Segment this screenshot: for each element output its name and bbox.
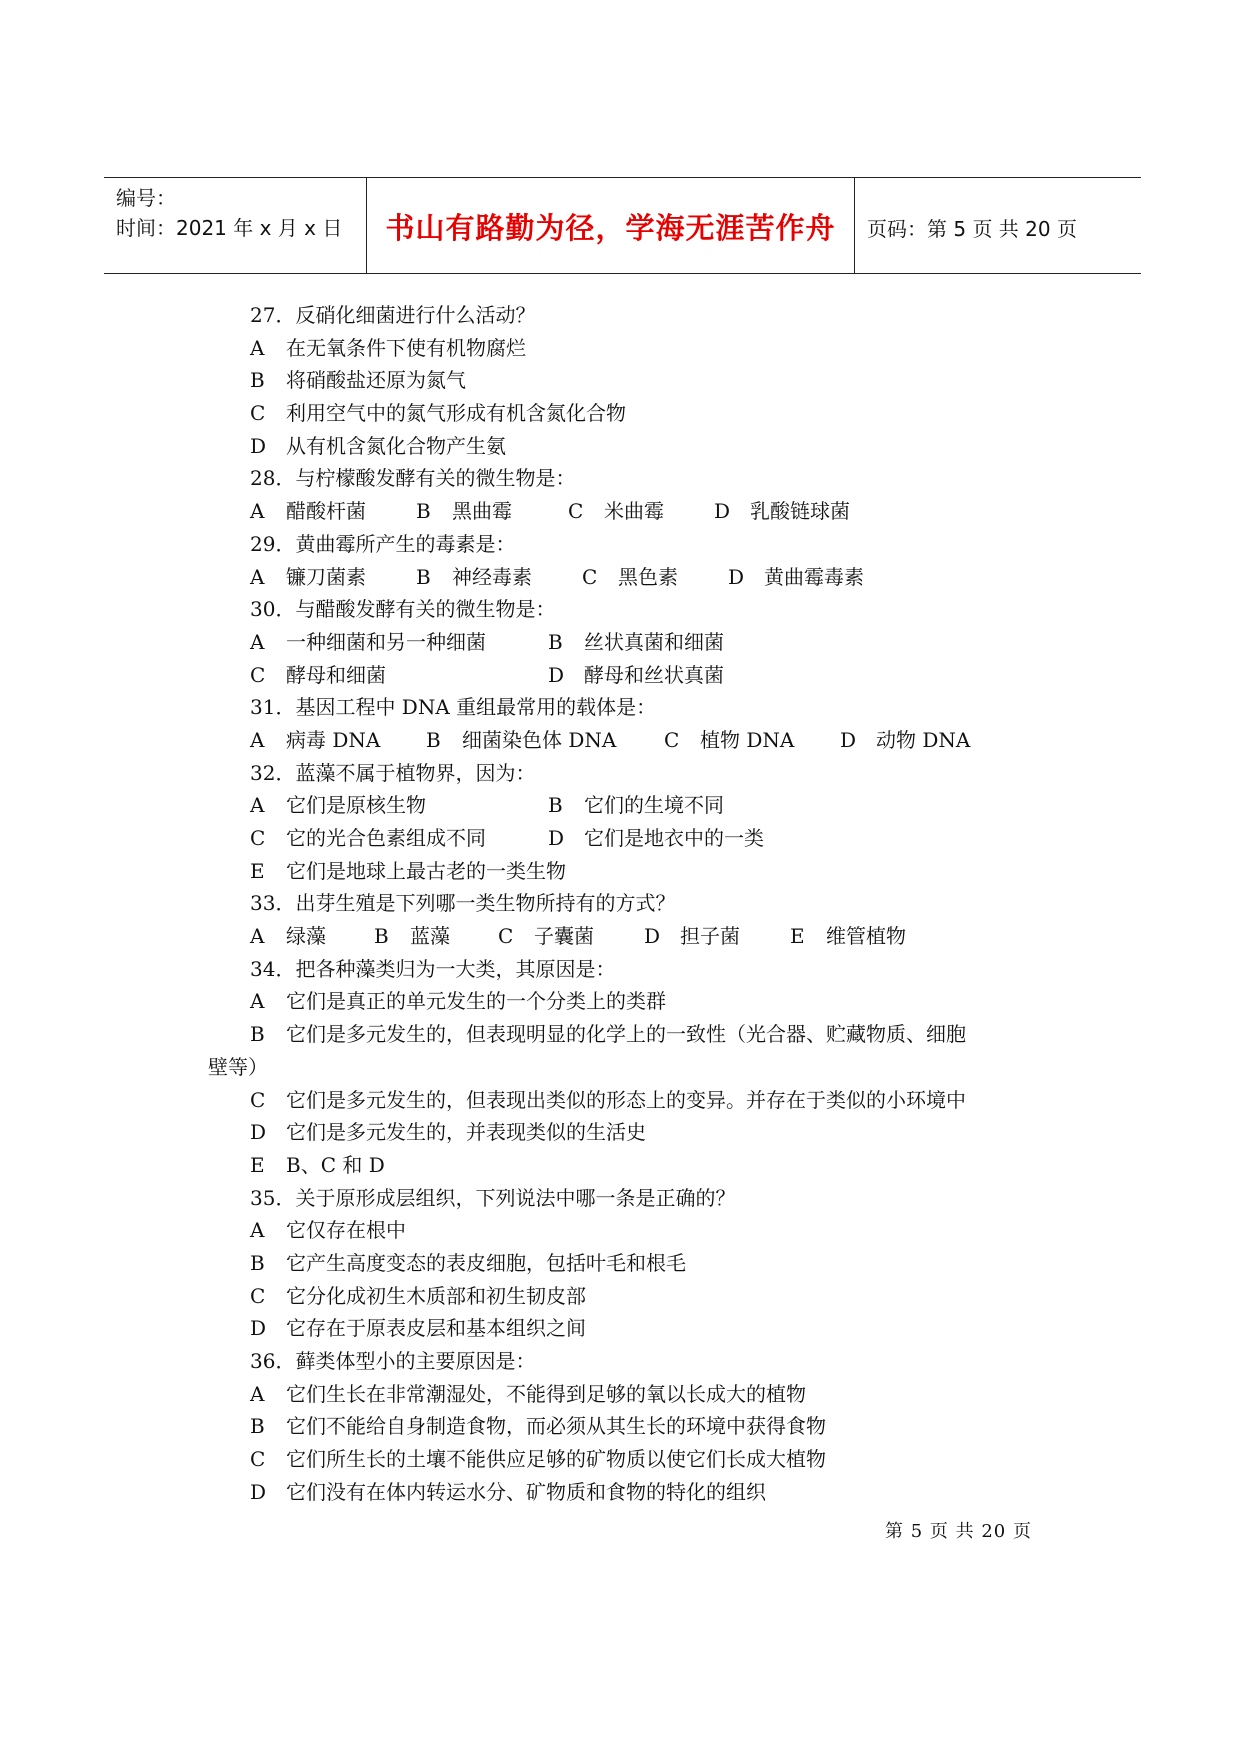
option-letter: A	[250, 629, 265, 654]
option-letter: E	[790, 924, 805, 949]
page-footer: 第 5 页 共 20 页	[885, 1521, 1032, 1542]
page-info: 页码：第 5 页 共 20 页	[867, 217, 1077, 241]
header-motto-cell	[367, 178, 855, 273]
option-row	[250, 822, 1050, 855]
option-row	[250, 364, 1050, 397]
question-stem: 35．关于原形成层组织，下列说法中哪一条是正确的？	[250, 1185, 736, 1210]
option-text: 它们是真正的单元发生的一个分类上的类群	[286, 989, 666, 1014]
option	[498, 920, 644, 953]
option-letter: C	[498, 924, 514, 949]
option-letter: C	[250, 1283, 266, 1308]
option-row	[250, 1443, 1050, 1476]
option-letter: A	[250, 1218, 265, 1243]
option-letter: B	[548, 629, 563, 654]
option-text: 它的光合色素组成不同	[286, 826, 486, 850]
option-row	[250, 495, 1050, 528]
option-text: 动物 DNA	[876, 727, 971, 752]
option	[250, 495, 416, 528]
option	[374, 920, 498, 953]
option	[548, 789, 724, 822]
option-letter: C	[250, 1087, 266, 1112]
option-letter: D	[548, 826, 565, 850]
option-text: 它们所生长的土壤不能供应足够的矿物质以使它们长成大植物	[286, 1447, 826, 1472]
motto: 书山有路勤为径，学海无涯苦作舟	[385, 211, 836, 245]
option-text: 一种细菌和另一种细菌	[286, 629, 486, 654]
option-letter: C	[582, 564, 598, 589]
option-text: 蓝藻	[410, 924, 450, 949]
time-label: 时间：2021 年 x 月 x 日	[116, 216, 343, 240]
option-letter: B	[250, 368, 265, 393]
option-letter: B	[374, 924, 389, 949]
option-letter: C	[250, 662, 266, 687]
option	[250, 1312, 586, 1345]
option	[250, 1214, 406, 1247]
option	[250, 724, 426, 757]
option-letter: A	[250, 727, 265, 752]
option-letter: C	[568, 499, 584, 524]
option-text: 将硝酸盐还原为氮气	[286, 368, 466, 393]
question-stem: 36．藓类体型小的主要原因是：	[250, 1349, 536, 1373]
option	[250, 332, 526, 365]
option-letter: D	[728, 564, 745, 589]
option	[250, 985, 666, 1018]
option-text: 它仅存在根中	[286, 1218, 406, 1243]
option-row	[250, 1410, 1050, 1443]
option-row	[250, 561, 1050, 594]
option	[250, 561, 416, 594]
option-text: 在无氧条件下使有机物腐烂	[286, 335, 526, 360]
option	[250, 659, 548, 692]
option	[664, 724, 840, 757]
option	[728, 561, 864, 594]
question-list	[208, 299, 1050, 1508]
option-text: 它们是多元发生的，但表现出类似的形态上的变异。并存在于类似的小环境中	[286, 1087, 966, 1112]
option-row	[250, 1018, 1050, 1051]
option-text: 黄曲霉毒素	[764, 564, 864, 589]
option	[250, 789, 548, 822]
option-letter: D	[250, 1316, 267, 1341]
option	[416, 495, 568, 528]
option	[548, 822, 764, 855]
option	[250, 1410, 826, 1443]
option-text: 植物 DNA	[700, 727, 795, 752]
option-text: 利用空气中的氮气形成有机含氮化合物	[286, 401, 626, 426]
option-text: 它分化成初生木质部和初生韧皮部	[286, 1283, 586, 1308]
header-page-cell	[855, 178, 1141, 273]
question-stem: 33．出芽生殖是下列哪一类生物所持有的方式？	[250, 891, 676, 916]
option-letter: A	[250, 1381, 265, 1406]
option-row	[250, 855, 1050, 888]
option-letter: B	[426, 727, 441, 752]
header-meta	[104, 178, 367, 273]
question-stem: 34．把各种藻类归为一大类，其原因是：	[250, 956, 616, 981]
question-stem: 31．基因工程中 DNA 重组最常用的载体是：	[250, 695, 657, 720]
question-stem: 30．与醋酸发酵有关的微生物是：	[250, 597, 556, 622]
option-text: 它们生长在非常潮湿处，不能得到足够的氧以长成大的植物	[286, 1381, 806, 1406]
option	[644, 920, 790, 953]
option	[548, 659, 724, 692]
option-text: 它们是多元发生的，但表现明显的化学上的一致性（光合器、贮藏物质、细胞	[286, 1022, 966, 1047]
option	[250, 1084, 966, 1117]
page-header	[104, 177, 1141, 274]
option-letter: A	[250, 564, 265, 589]
option-text: 神经毒素	[452, 564, 532, 589]
question-stem: 28．与柠檬酸发酵有关的微生物是：	[250, 466, 576, 491]
option-letter: B	[250, 1022, 265, 1047]
option	[250, 1443, 826, 1476]
option-text: 它们的生境不同	[584, 793, 724, 818]
option	[714, 495, 850, 528]
option-letter: A	[250, 989, 265, 1014]
option-text: 它们是多元发生的，并表现类似的生活史	[286, 1120, 646, 1145]
question-stem: 27．反硝化细菌进行什么活动？	[250, 303, 536, 327]
option	[250, 626, 548, 659]
option-text: 病毒 DNA	[286, 727, 381, 752]
option-text: 它们是地球上最古老的一类生物	[286, 858, 566, 883]
option	[250, 855, 566, 888]
option-row	[250, 1476, 1050, 1509]
option-text: 乳酸链球菌	[750, 499, 850, 524]
option	[250, 364, 466, 397]
option	[250, 1149, 385, 1182]
option-letter: D	[714, 499, 731, 524]
option-text: 镰刀菌素	[286, 564, 366, 589]
option-row	[250, 985, 1050, 1018]
option	[426, 724, 664, 757]
option-text: 米曲霉	[604, 499, 664, 524]
option-row	[250, 920, 1050, 953]
option-letter: B	[250, 1250, 265, 1275]
option-letter: B	[548, 793, 563, 818]
option-letter: C	[250, 1447, 266, 1472]
option-letter: B	[416, 499, 431, 524]
option-row	[250, 1378, 1050, 1411]
option-letter: D	[250, 1120, 267, 1145]
option-text: 维管植物	[826, 924, 906, 949]
option-row	[250, 659, 1050, 692]
option-continuation: 壁等）	[208, 1054, 268, 1079]
option-letter: C	[250, 401, 266, 426]
question-stem: 32．蓝藻不属于植物界，因为：	[250, 760, 536, 785]
option-text: 它存在于原表皮层和基本组织之间	[286, 1316, 586, 1341]
option	[250, 1116, 646, 1149]
option-letter: B	[416, 564, 431, 589]
option	[250, 1247, 686, 1280]
option-text: 子囊菌	[534, 924, 594, 949]
option-letter: D	[548, 662, 565, 687]
option-text: 丝状真菌和细菌	[584, 629, 724, 654]
option-letter: D	[250, 433, 267, 458]
option	[250, 1476, 766, 1509]
option-text: 酵母和细菌	[286, 662, 386, 687]
option	[250, 920, 374, 953]
option-row	[250, 1280, 1050, 1313]
option-text: 绿藻	[286, 924, 326, 949]
option-row	[250, 332, 1050, 365]
option	[582, 561, 728, 594]
option-letter: D	[644, 924, 661, 949]
option-row	[250, 789, 1050, 822]
option-text: 醋酸杆菌	[286, 499, 366, 524]
option-row	[250, 1214, 1050, 1247]
option	[250, 430, 506, 463]
option-row	[250, 430, 1050, 463]
option-letter: D	[840, 727, 857, 752]
option-row	[250, 1116, 1050, 1149]
option-row	[250, 724, 1050, 757]
option	[548, 626, 724, 659]
option-text: 它们是原核生物	[286, 793, 426, 818]
option-text: 从有机含氮化合物产生氨	[286, 433, 506, 458]
option	[250, 822, 548, 855]
option	[790, 920, 906, 953]
option	[250, 397, 626, 430]
option-row	[250, 1149, 1050, 1182]
option-row	[250, 1312, 1050, 1345]
option	[250, 1018, 966, 1051]
option-letter: A	[250, 793, 265, 818]
option-text: 它们是地衣中的一类	[584, 826, 764, 850]
number-label: 编号：	[116, 186, 176, 210]
option-text: 黑色素	[618, 564, 678, 589]
option-letter: A	[250, 924, 265, 949]
option	[250, 1280, 586, 1313]
option-letter: A	[250, 335, 265, 360]
option-letter: A	[250, 499, 265, 524]
option-text: 它们不能给自身制造食物，而必须从其生长的环境中获得食物	[286, 1414, 826, 1439]
option-text: 酵母和丝状真菌	[584, 662, 724, 687]
option-text: B、C 和 D	[286, 1152, 385, 1177]
option-letter: D	[250, 1479, 267, 1504]
option-text: 它们没有在体内转运水分、矿物质和食物的特化的组织	[286, 1479, 766, 1504]
option-letter: E	[250, 1152, 265, 1177]
question-stem: 29．黄曲霉所产生的毒素是：	[250, 531, 516, 556]
option-letter: E	[250, 858, 265, 883]
option-row	[250, 1084, 1050, 1117]
option	[416, 561, 582, 594]
option-row	[250, 626, 1050, 659]
option	[840, 724, 970, 757]
option-letter: C	[250, 826, 266, 850]
option-text: 黑曲霉	[452, 499, 512, 524]
option-text: 担子菌	[680, 924, 740, 949]
option-row	[250, 397, 1050, 430]
option-letter: C	[664, 727, 680, 752]
option-text: 细菌染色体 DNA	[462, 727, 617, 752]
option	[568, 495, 714, 528]
option-letter: B	[250, 1414, 265, 1439]
option-text: 它产生高度变态的表皮细胞，包括叶毛和根毛	[286, 1250, 686, 1275]
option	[250, 1378, 806, 1411]
option-row	[250, 1247, 1050, 1280]
